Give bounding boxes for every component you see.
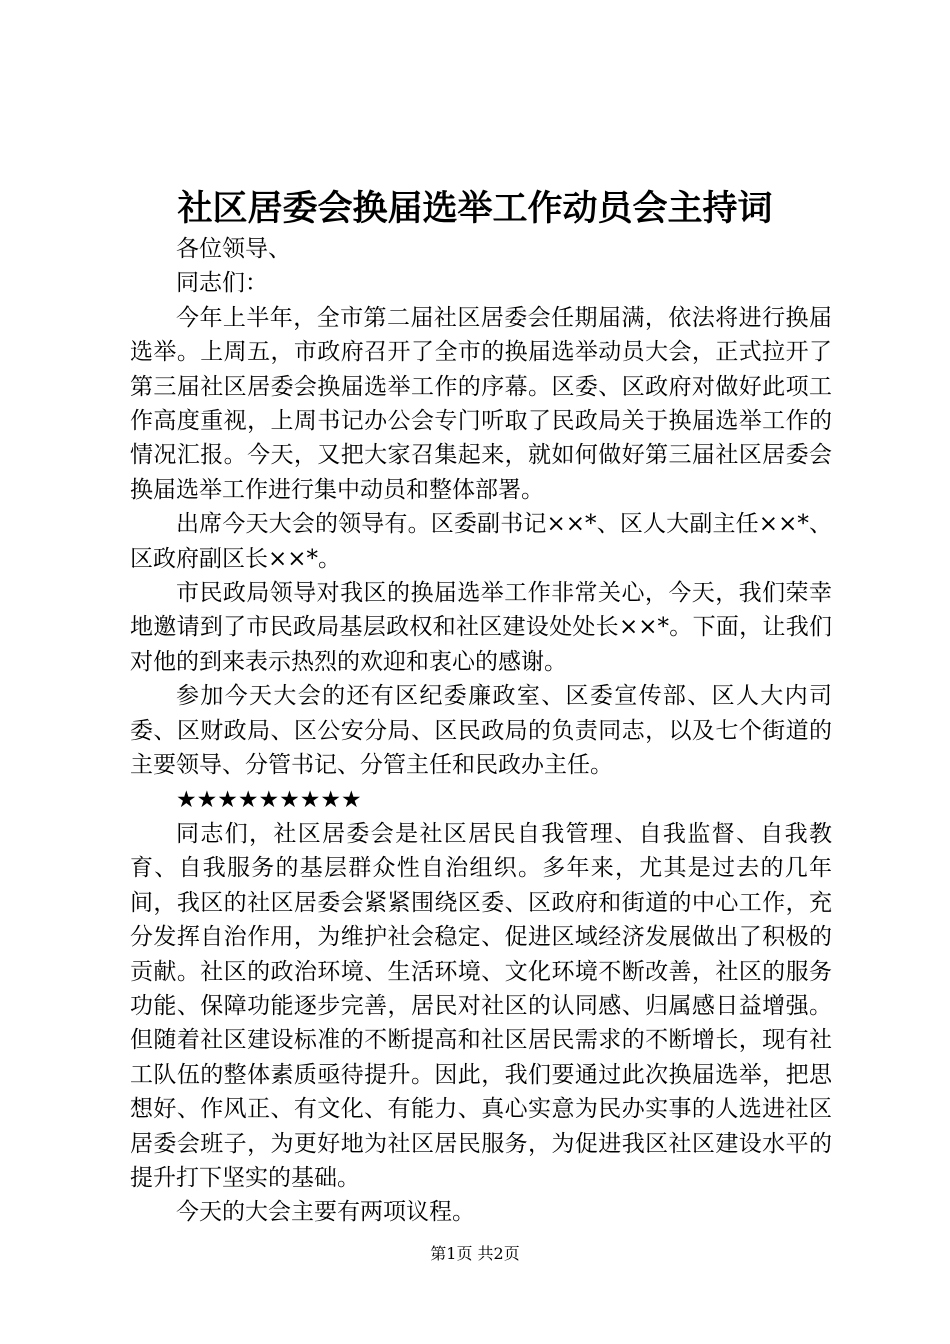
document-body xyxy=(130,232,832,1230)
salutation-leaders: 各位领导、 xyxy=(176,236,291,262)
paragraph-other-attendees: 参加今天大会的还有区纪委廉政室、区委宣传部、区人大内司委、区财政局、区公安分局、区民政局的负责同志，以及七个街道的主要领导、分管书记、分管主任和民政办主任。 xyxy=(130,683,832,779)
paragraph-significance: 同志们，社区居委会是社区居民自我管理、自我监督、自我教育、自我服务的基层群众性自治组织。多年来，尤其是过去的几年间，我区的社区居委会紧紧围绕区委、区政府和街道的中心工作，充分发挥自治作用，为维护社会稳定、促进区域经济发展做出了积极的贡献。社区的政治环境、生活环境、文化环境不断改善，社区的服务功能、保障功能逐步完善，居民对社区的认同感、归属感日益增强。但随着社区建设标准的不断提高和社区居民需求的不断增长，现有社工队伍的整体素质亟待提升。因此，我们要通过此次换届选举，把思想好、作风正、有文化、有能力、真心实意为民办实事的人选进社区居委会班子，为更好地为社区居民服务，为促进我区社区建设水平的提升打下坚实的基础。 xyxy=(130,820,832,1191)
paragraph-agenda: 今天的大会主要有两项议程。 xyxy=(176,1199,475,1226)
paragraph-city-guest: 市民政局领导对我区的换届选举工作非常关心，今天，我们荣幸地邀请到了市民政局基层政权和社区建设处处长××*。下面，让我们对他的到来表示热烈的欢迎和衷心的感谢。 xyxy=(130,580,832,675)
page-number: 第1页 共2页 xyxy=(430,1244,520,1263)
document-title: 社区居委会换届选举工作动员会主持词 xyxy=(177,188,773,229)
salutation-comrades: 同志们： xyxy=(176,270,268,297)
star-divider: ★★★★★★★★★ xyxy=(176,786,362,813)
paragraph-attending-leaders: 出席今天大会的领导有。区委副书记××*、区人大副主任××*、区政府副区长××*。 xyxy=(130,511,832,572)
paragraph-background: 今年上半年，全市第二届社区居委会任期届满，依法将进行换届选举。上周五，市政府召开了全市的换届选举动员大会，正式拉开了第三届社区居委会换届选举工作的序幕。区委、区政府对做好此项工作高度重视，上周书记办公会专门听取了民政局关于换届选举工作的情况汇报。今天，又把大家召集起来，就如何做好第三届社区居委会换届选举工作进行集中动员和整体部署。 xyxy=(130,304,832,503)
